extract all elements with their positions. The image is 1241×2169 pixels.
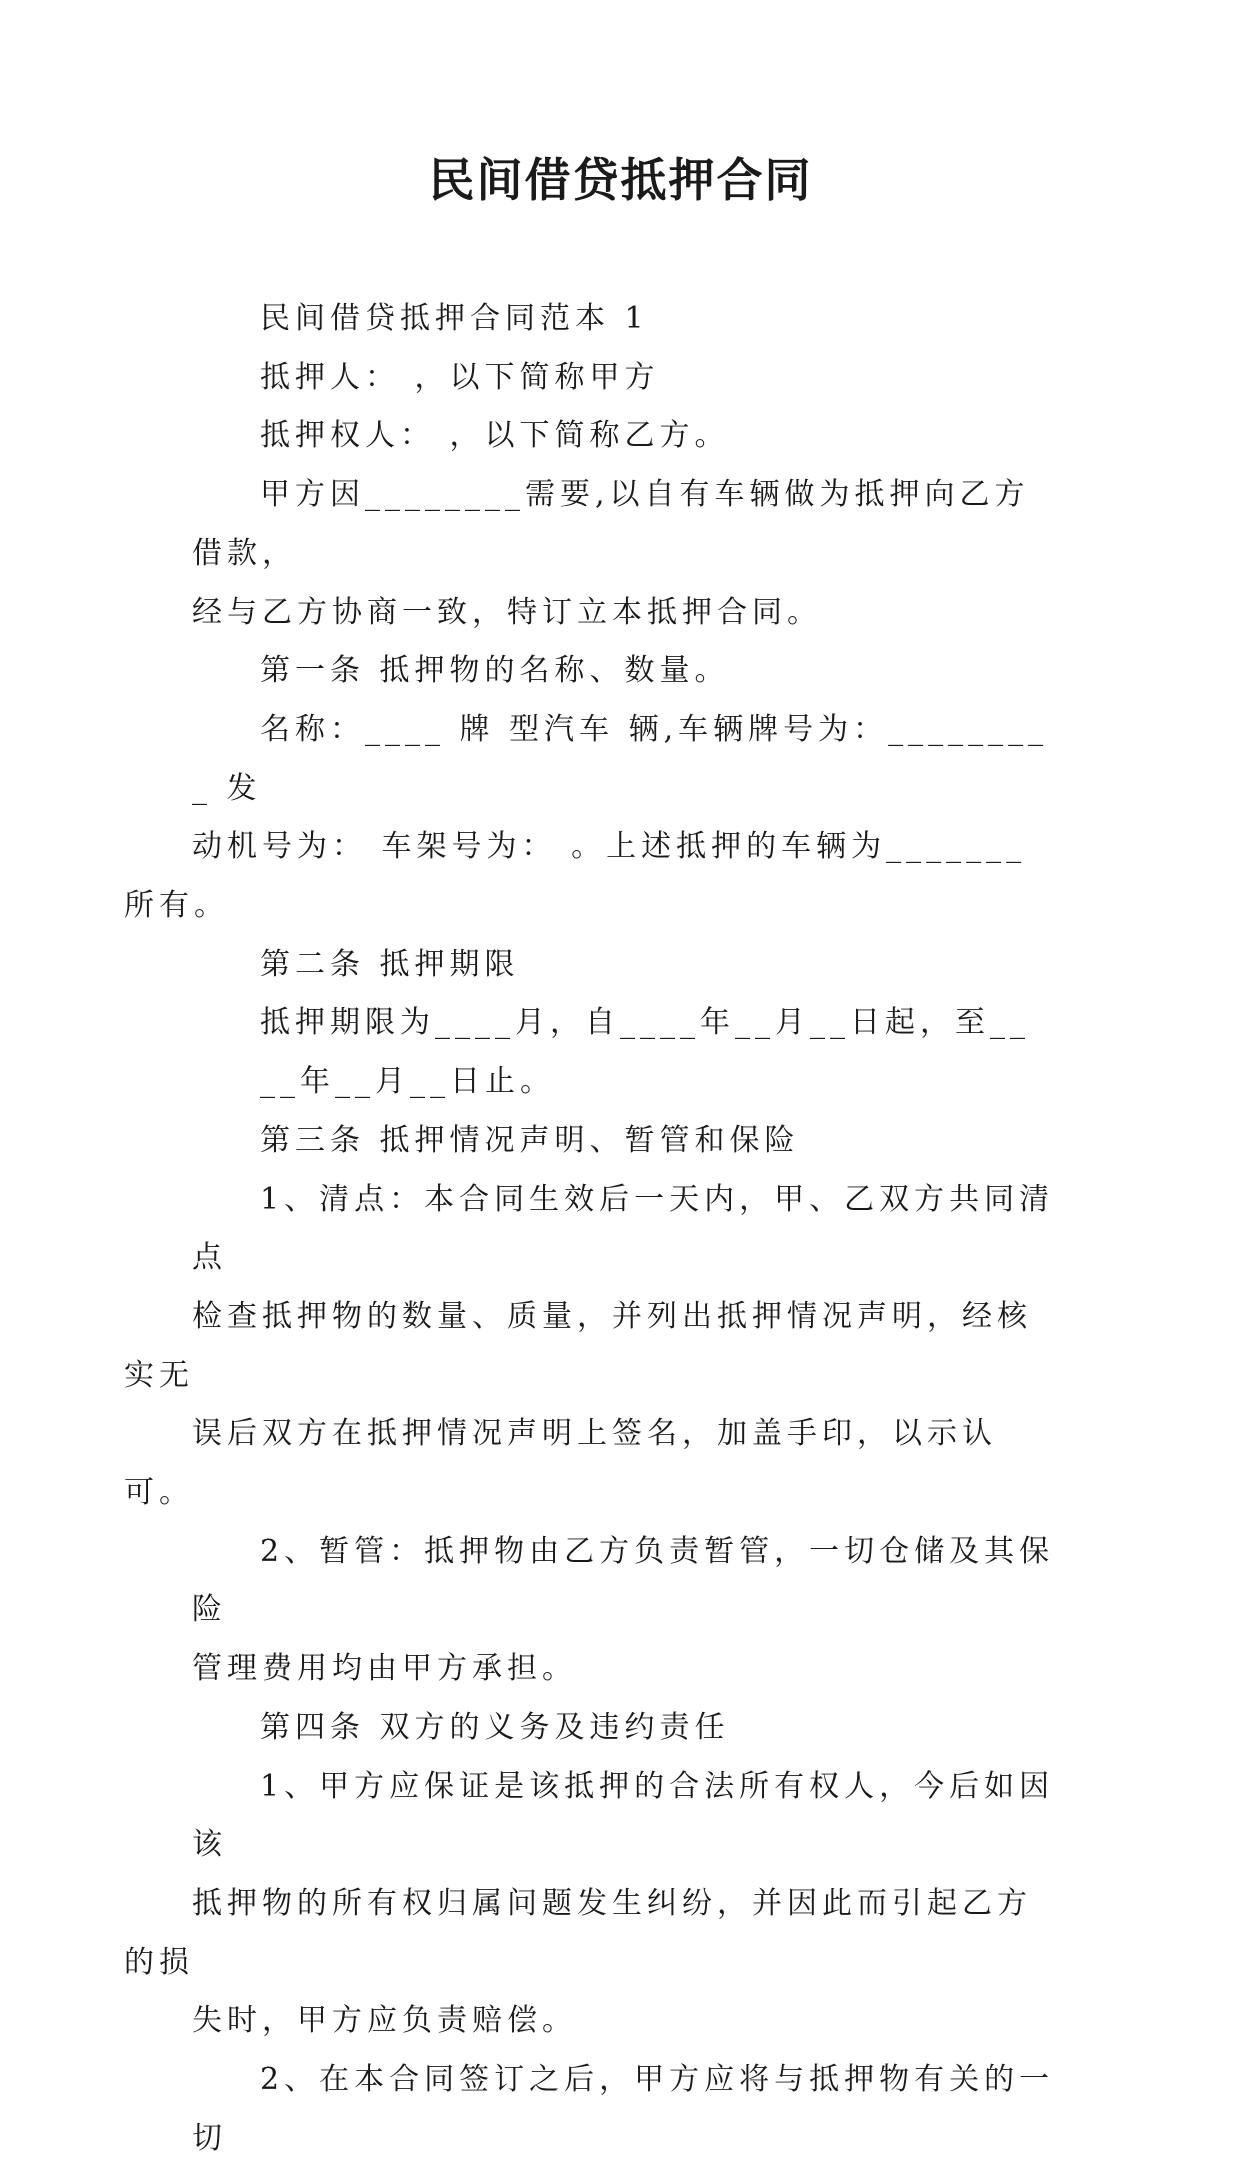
paragraph-line: 1、清点：本合同生效后一天内，甲、乙双方共同清点 bbox=[192, 1181, 1055, 1276]
paragraph-line: 误后双方在抵押情况声明上签名，加盖手印，以示认可。 bbox=[124, 1416, 997, 1511]
paragraph-line: 经与乙方协商一致，特订立本抵押合同。 bbox=[192, 594, 822, 630]
paragraph-line: 抵押物的所有权归属问题发生纠纷，并因此而引起乙方的损 bbox=[124, 1885, 1032, 1980]
paragraph-mortgagee bbox=[192, 407, 1060, 466]
paragraph-line: 抵押权人： ，以下简称乙方。 bbox=[260, 418, 730, 454]
paragraph-line: __年__月__日止。 bbox=[260, 1064, 555, 1100]
article-4-heading bbox=[192, 1699, 1060, 1758]
paragraph-line: 抵押人： ，以下简称甲方 bbox=[260, 359, 660, 395]
article-1-heading bbox=[192, 642, 1060, 701]
paragraph-line: 名称：____ 牌 型汽车 辆,车辆牌号为：_________ 发 bbox=[192, 711, 1049, 806]
paragraph-mortgagor bbox=[192, 349, 1060, 408]
article-2-content bbox=[192, 994, 1060, 1111]
document-body bbox=[124, 290, 1060, 2169]
article-3-clause-1 bbox=[124, 1171, 1060, 1523]
paragraph-line: 甲方因________需要,以自有车辆做为抵押向乙方借款， bbox=[192, 477, 1030, 571]
paragraph-heading-sample bbox=[192, 290, 1060, 349]
paragraph-line: 2、暂管：抵押物由乙方负责暂管，一切仓储及其保险 bbox=[192, 1533, 1055, 1628]
paragraph-line: 失时，甲方应负责赔偿。 bbox=[192, 2003, 577, 2039]
paragraph-line: 抵押期限为____月，自____年__月__日起，至__ bbox=[260, 1005, 1030, 1041]
paragraph-line: 民间借贷抵押合同范本 1 bbox=[260, 301, 649, 336]
paragraph-line: 第二条 抵押期限 bbox=[260, 946, 520, 982]
paragraph-line: 1、甲方应保证是该抵押的合法所有权人，今后如因该 bbox=[192, 1768, 1055, 1863]
document-title: 民间借贷抵押合同 bbox=[428, 153, 813, 207]
paragraph-line: 第四条 双方的义务及违约责任 bbox=[260, 1709, 730, 1745]
paragraph-line: 2、在本合同签订之后，甲方应将与抵押物有关的一切 bbox=[192, 2062, 1055, 2156]
article-4-clause-1 bbox=[124, 1758, 1060, 2052]
article-2-heading bbox=[192, 936, 1060, 995]
article-3-clause-2 bbox=[192, 1523, 1060, 1699]
article-1-content bbox=[124, 701, 1060, 936]
paragraph-line: 第三条 抵押情况声明、暂管和保险 bbox=[260, 1122, 800, 1158]
paragraph-line: 管理费用均由甲方承担。 bbox=[192, 1651, 577, 1687]
paragraph-line: 检查抵押物的数量、质量，并列出抵押情况声明，经核实无 bbox=[124, 1298, 1032, 1393]
paragraph-line: 第一条 抵押物的名称、数量。 bbox=[260, 653, 730, 689]
paragraph-preamble bbox=[192, 466, 1060, 642]
paragraph-line: 动机号为： 车架号为： 。上述抵押的车辆为_______所有。 bbox=[124, 829, 1027, 924]
article-3-heading bbox=[192, 1112, 1060, 1171]
article-4-clause-2 bbox=[192, 2051, 1060, 2168]
